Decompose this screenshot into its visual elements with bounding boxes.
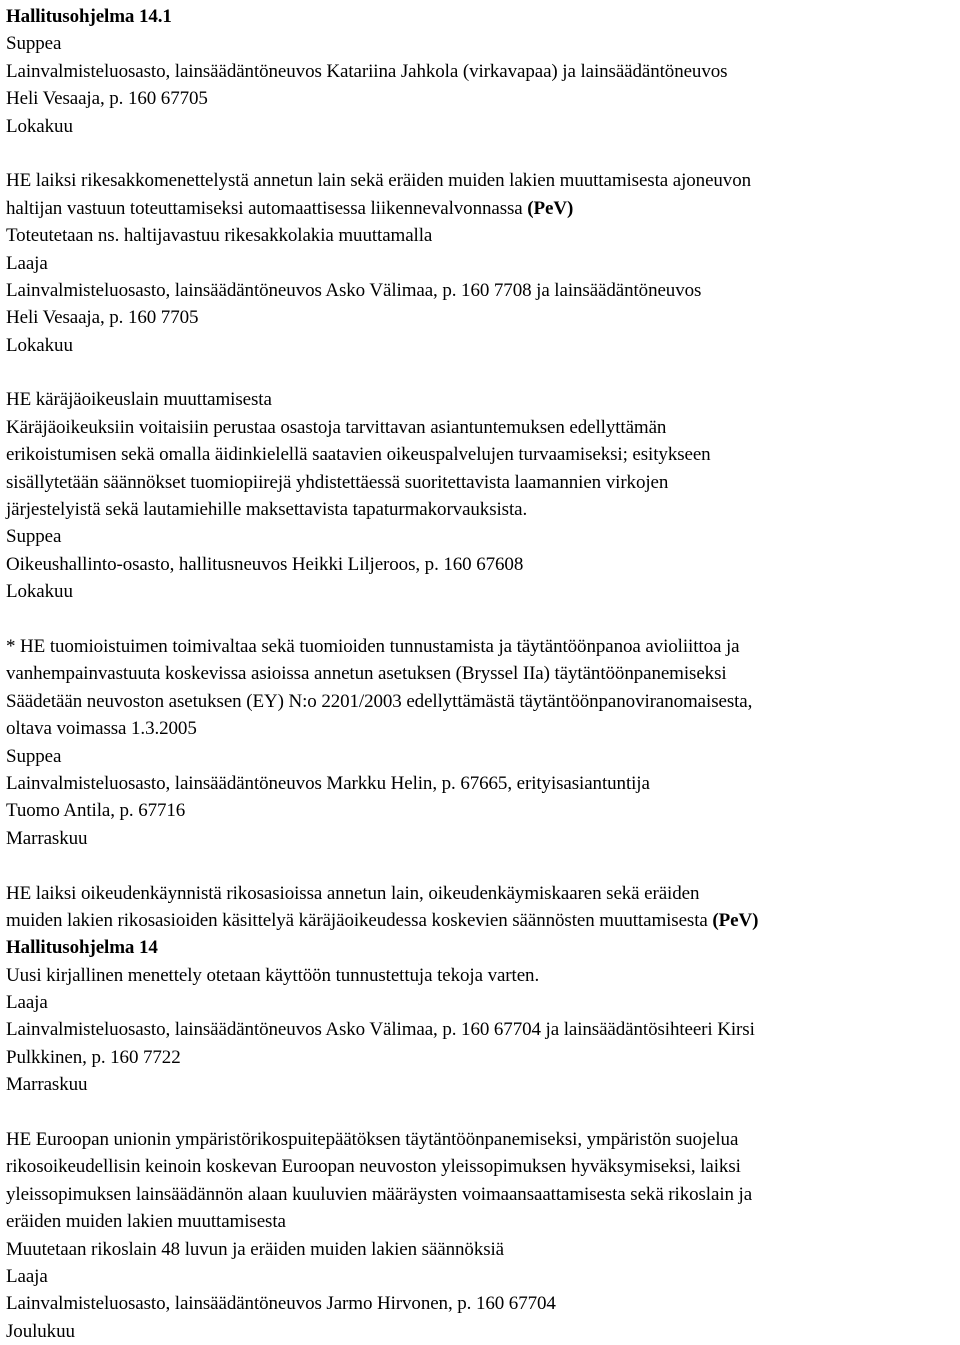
line-text: vanhempainvastuuta koskevissa asioissa annetun asetuksen (Bryssel IIa) täytäntöönpanemiseksi (6, 663, 727, 685)
line-text: oltava voimassa 1.3.2005 (6, 718, 197, 740)
line-text: Suppea (6, 526, 62, 548)
line-text: Lainvalmisteluosasto, lainsäädäntöneuvos Asko Välimaa, p. 160 67704 ja lainsäädäntösihteeri Kirsi (6, 1019, 755, 1041)
document-line (6, 222, 960, 249)
document-line (6, 167, 960, 194)
document-line (6, 743, 960, 770)
line-text: HE laiksi rikesakkomenettelystä annetun lain sekä eräiden muiden lakien muuttamisesta ajoneuvon (6, 170, 751, 192)
document-line (6, 962, 960, 989)
document-line (6, 496, 960, 523)
document-line (6, 523, 960, 550)
line-text: Heli Vesaaja, p. 160 7705 (6, 307, 199, 329)
document-line (6, 58, 960, 85)
line-text: Lainvalmisteluosasto, lainsäädäntöneuvos Asko Välimaa, p. 160 7708 ja lainsäädäntöneuvos (6, 279, 702, 301)
blank-line (6, 359, 960, 386)
line-text: Säädetään neuvoston asetuksen (EY) N:o 2201/2003 edellyttämästä täytäntöönpanoviranomaisesta, (6, 690, 753, 712)
document-line (6, 414, 960, 441)
document-line (6, 1153, 960, 1180)
document-line (6, 3, 960, 30)
document-line (6, 770, 960, 797)
line-text: yleissopimuksen lainsäädännön alaan kuuluvien määräysten voimaansaattamisesta sekä rikoslain ja (6, 1183, 753, 1205)
line-text: rikosoikeudellisin keinoin koskevan Euroopan neuvoston yleissopimuksen hyväksymiseksi, laiksi (6, 1156, 741, 1178)
blank-line (6, 852, 960, 879)
document-line (6, 633, 960, 660)
document-line (6, 907, 960, 934)
document-line (6, 688, 960, 715)
section-heading: Hallitusohjelma 14 (6, 937, 158, 959)
document-line (6, 1044, 960, 1071)
blank-line (6, 1099, 960, 1126)
line-text: Lainvalmisteluosasto, lainsäädäntöneuvos Markku Helin, p. 67665, erityisasiantuntija (6, 772, 650, 794)
line-text: Lokakuu (6, 334, 73, 356)
document-line (6, 715, 960, 742)
document-line (6, 277, 960, 304)
document-line (6, 85, 960, 112)
document-line (6, 551, 960, 578)
document-line (6, 469, 960, 496)
document-line (6, 1290, 960, 1317)
line-text: Toteutetaan ns. haltijavastuu rikesakkolakia muuttamalla (6, 225, 433, 247)
document-line (6, 332, 960, 359)
line-text: haltijan vastuun toteuttamiseksi automaattisessa liikennevalvonnassa (6, 197, 523, 219)
line-text: Joulukuu (6, 1320, 75, 1342)
document-line (6, 578, 960, 605)
line-text: eräiden muiden lakien muuttamisesta (6, 1211, 286, 1233)
line-text: Lainvalmisteluosasto, lainsäädäntöneuvos Katariina Jahkola (virkavapaa) ja lainsäädäntöneuvos (6, 60, 728, 82)
line-text: järjestelyistä sekä lautamiehille maksettavista tapaturmakorvauksista. (6, 499, 528, 521)
line-text: Käräjäoikeuksiin voitaisiin perustaa osastoja tarvittavan asiantuntemuksen edellyttämän (6, 416, 667, 438)
line-text: sisällytetään säännökset tuomiopiirejä yhdistettäessä suoritettavista laamannien virkojen (6, 471, 669, 493)
line-text: Heli Vesaaja, p. 160 67705 (6, 88, 208, 110)
document-line (6, 1236, 960, 1263)
section-heading: Hallitusohjelma 14.1 (6, 6, 172, 27)
line-text: HE Euroopan unionin ympäristörikospuitepäätöksen täytäntöönpanemiseksi, ympäristön suojelua (6, 1129, 739, 1151)
document-line (6, 1318, 960, 1345)
document-line (6, 304, 960, 331)
line-text: Suppea (6, 745, 62, 767)
pev-tag: (PeV) (527, 197, 574, 219)
document-line (6, 660, 960, 687)
line-text: Marraskuu (6, 827, 88, 849)
document-line (6, 1126, 960, 1153)
document-line (6, 113, 960, 140)
document-line (6, 1016, 960, 1043)
line-text: Muutetaan rikoslain 48 luvun ja eräiden muiden lakien säännöksiä (6, 1238, 505, 1260)
document-line (6, 797, 960, 824)
line-text: Pulkkinen, p. 160 7722 (6, 1046, 181, 1068)
line-text: Lokakuu (6, 115, 73, 137)
line-text: Oikeushallinto-osasto, hallitusneuvos Heikki Liljeroos, p. 160 67608 (6, 553, 524, 575)
document-page (6, 3, 960, 1345)
line-text: HE laiksi oikeudenkäynnistä rikosasioissa annetun lain, oikeudenkäymiskaaren sekä eräiden (6, 882, 700, 904)
line-text: Laaja (6, 252, 48, 274)
document-line (6, 441, 960, 468)
line-text: Tuomo Antila, p. 67716 (6, 800, 186, 822)
line-text: Laaja (6, 1265, 48, 1287)
document-line (6, 1181, 960, 1208)
blank-line (6, 140, 960, 167)
blank-line (6, 606, 960, 633)
line-text: muiden lakien rikosasioiden käsittelyä käräjäoikeudessa koskevien säännösten muuttamisesta (6, 909, 708, 931)
line-text: Lainvalmisteluosasto, lainsäädäntöneuvos Jarmo Hirvonen, p. 160 67704 (6, 1293, 556, 1315)
document-line (6, 989, 960, 1016)
document-line (6, 195, 960, 222)
document-line (6, 1208, 960, 1235)
line-text: Suppea (6, 33, 62, 55)
document-line (6, 1263, 960, 1290)
line-text: Uusi kirjallinen menettely otetaan käyttöön tunnustettuja tekoja varten. (6, 964, 540, 986)
line-text: HE käräjäoikeuslain muuttamisesta (6, 389, 272, 411)
document-line (6, 1071, 960, 1098)
document-line (6, 386, 960, 413)
line-text: Laaja (6, 992, 48, 1014)
line-text: erikoistumisen sekä omalla äidinkielellä saatavien oikeuspalvelujen turvaamiseksi; esitykseen (6, 444, 711, 466)
line-text: * HE tuomioistuimen toimivaltaa sekä tuomioiden tunnustamista ja täytäntöönpanoa avioliittoa ja (6, 635, 740, 657)
document-line (6, 825, 960, 852)
document-line (6, 934, 960, 961)
pev-tag: (PeV) (712, 909, 759, 931)
line-text: Marraskuu (6, 1074, 88, 1096)
document-line (6, 250, 960, 277)
document-line (6, 880, 960, 907)
line-text: Lokakuu (6, 581, 73, 603)
document-line (6, 30, 960, 57)
